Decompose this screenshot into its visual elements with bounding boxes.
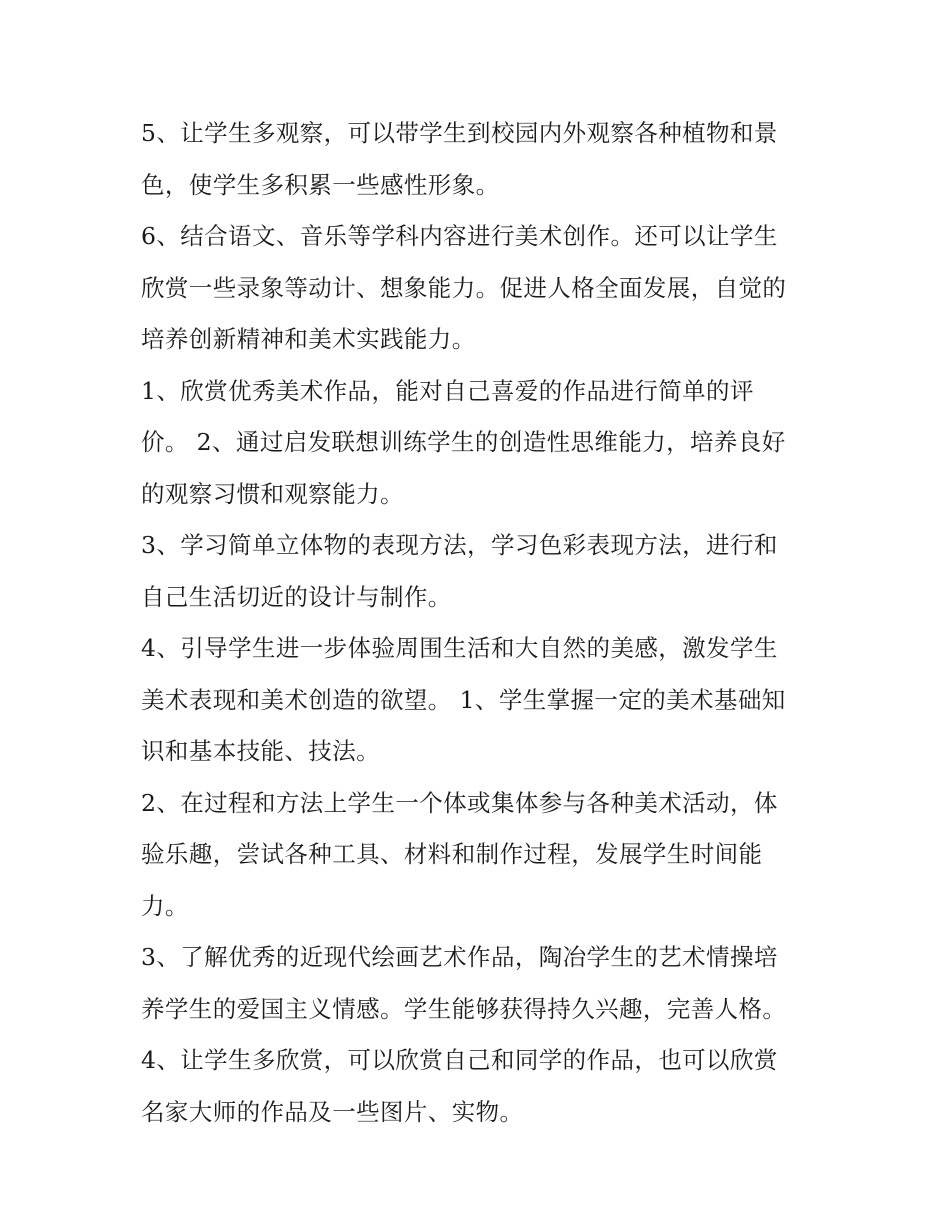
text-line: 的观察习惯和观察能力。 — [141, 479, 404, 508]
text-line: 6、结合语文、音乐等学科内容进行美术创作。还可以让学生 — [141, 222, 778, 250]
text-line: 美术表现和美术创造的欲望。 1、学生掌握一定的美术基础知 — [141, 685, 786, 714]
text-line: 力。 — [141, 891, 189, 920]
text-line: 价。 2、通过启发联想训练学生的创造性思维能力，培养良好 — [141, 428, 786, 456]
text-line: 养学生的爱国主义情感。学生能够获得持久兴趣，完善人格。 — [141, 994, 787, 1023]
text-line: 2、在过程和方法上学生一个体或集体参与各种美术活动，体 — [141, 788, 778, 817]
text-line: 4、引导学生进一步体验周围生活和大自然的美感，激发学生 — [141, 634, 778, 662]
text-line: 5、让学生多观察，可以带学生到校园内外观察各种植物和景 — [141, 119, 778, 147]
document-body — [141, 108, 821, 1138]
text-line: 3、学习简单立体物的表现方法，学习色彩表现方法，进行和 — [141, 531, 778, 559]
text-line: 自己生活切近的设计与制作。 — [141, 582, 452, 611]
text-line: 欣赏一些录象等动计、想象能力。促进人格全面发展，自觉的 — [141, 273, 787, 302]
text-line: 3、了解优秀的近现代绘画艺术作品，陶冶学生的艺术情操培 — [141, 943, 778, 971]
text-line: 培养创新精神和美术实践能力。 — [141, 325, 476, 353]
text-line: 验乐趣，尝试各种工具、材料和制作过程，发展学生时间能 — [141, 840, 763, 868]
text-line: 名家大师的作品及一些图片、实物。 — [141, 1097, 524, 1126]
text-line: 1、欣赏优秀美术作品，能对自己喜爱的作品进行简单的评 — [141, 376, 754, 405]
text-line: 4、让学生多欣赏，可以欣赏自己和同学的作品，也可以欣赏 — [141, 1046, 778, 1074]
text-line: 识和基本技能、技法。 — [141, 737, 380, 765]
text-line: 色，使学生多积累一些感性形象。 — [141, 170, 500, 199]
